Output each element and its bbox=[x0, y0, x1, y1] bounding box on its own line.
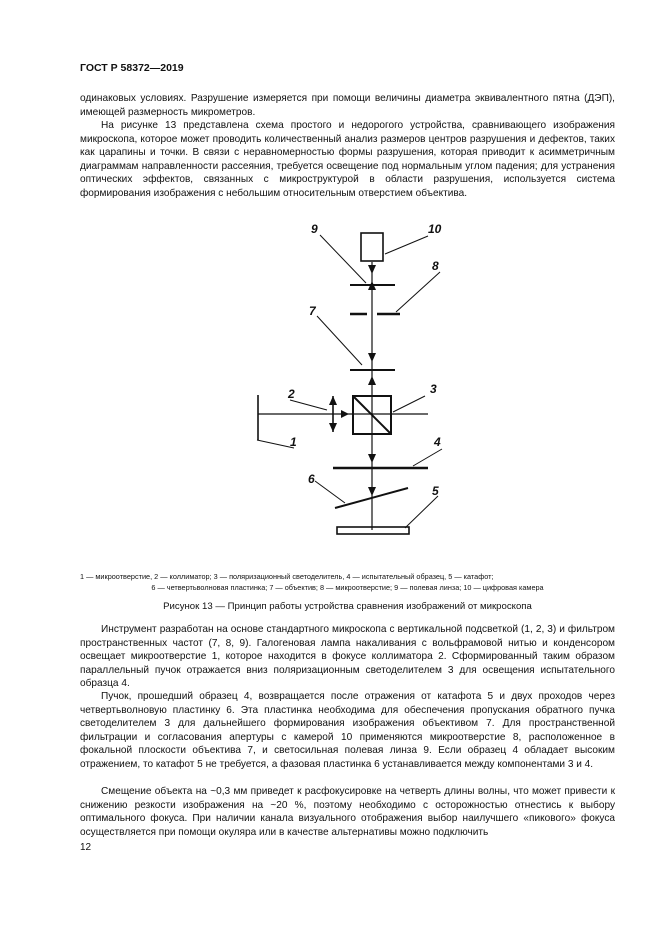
figure-label-7: 7 bbox=[309, 304, 316, 318]
figure-label-10: 10 bbox=[428, 222, 442, 236]
paragraph-figure-intro: На рисунке 13 представлена схема простого и недорогого устройства, сравнивающего изображения микроскопа, которое может проводить количественный анализ размеров центров разрушения и дефектов, таких как царапины и точки. В связи с неравномерностью формы разрушения, которая приводит к асимметричным диаграммам направленности рассеяния, требуется освещение под нормальным углом падения; для устранения оптических эффектов, связанных с микроструктурой в области разрушения, используется система формирования изображения с небольшим относительным отверстием объектива. bbox=[80, 120, 615, 199]
leader-3 bbox=[393, 396, 425, 412]
figure-legend bbox=[80, 571, 615, 593]
digital-camera-box bbox=[361, 233, 383, 261]
leader-10 bbox=[385, 236, 428, 254]
leader-8 bbox=[396, 272, 440, 312]
page-number: 12 bbox=[80, 842, 92, 853]
document-header: ГОСТ Р 58372—2019 bbox=[80, 62, 184, 74]
figure-label-3: 3 bbox=[430, 382, 437, 396]
paragraph-defocus: Смещение объекта на ~0,3 мм приведет к расфокусировке на четверть длины волны, что может привести к снижению резкости изображения на ~20 %, поэтому необходимо с осторожностью отнестись к выбору оптимального фокуса. При наличии канала визуального отображения выбор наилучшего «пикового» фокуса осуществляется при помощи окуляра или в качестве альтернативы можно подключить bbox=[80, 786, 615, 838]
arrow-down-sample bbox=[368, 454, 376, 463]
figure-caption: Рисунок 13 — Принцип работы устройства сравнения изображений от микроскопа bbox=[163, 601, 532, 612]
paragraph-continuation: одинаковых условиях. Разрушение измеряется при помощи величины диаметра эквивалентного пятна (ДЭП), имеющей размерность микрометров. bbox=[80, 93, 615, 118]
leader-2 bbox=[290, 400, 327, 410]
leader-9 bbox=[320, 235, 366, 283]
leader-7 bbox=[317, 316, 362, 365]
legend-line-2: 6 — четвертьволновая пластинка; 7 — объектив; 8 — микроотверстие; 9 — полевая линза; 10 — цифровая камера bbox=[151, 583, 544, 592]
figure-label-1: 1 bbox=[290, 435, 297, 449]
figure-label-5: 5 bbox=[432, 484, 439, 498]
retroreflector bbox=[337, 527, 409, 534]
leader-4 bbox=[413, 449, 442, 466]
figure-label-9: 9 bbox=[311, 222, 318, 236]
arrow-up-collimator bbox=[329, 396, 337, 405]
arrow-down-collimator bbox=[329, 423, 337, 432]
figure-label-8: 8 bbox=[432, 259, 439, 273]
paragraph-beam-path: Пучок, прошедший образец 4, возвращается после отражения от катафота 5 и двух проходов через четвертьволновую пластинку 6. Эта пластинка необходима для обеспечения пропускания обратного пучка светоделителем 3 для дальнейшего формирования изображения объективом 7. Для пространственной фильтрации и согласования апертуры с камерой 10 применяются микроотверстие 8, расположенное в фокальной плоскости объектива 7, и светосильная полевая линза 9. Если образец 4 обладает высоким отражением, то катафот 5 не требуется, а фазовая пластинка 6 устанавливается между компонентами 3 и 4. bbox=[80, 691, 615, 770]
figure-label-2: 2 bbox=[288, 387, 295, 401]
arrow-into-splitter bbox=[341, 410, 349, 418]
legend-line-1: 1 — микроотверстие, 2 — коллиматор; 3 — поляризационный светоделитель, 4 — испытательный образец, 5 — катафот; bbox=[80, 572, 494, 581]
leader-6 bbox=[315, 481, 345, 503]
figure-label-4: 4 bbox=[434, 435, 441, 449]
arrow-up-objective bbox=[368, 353, 376, 362]
arrow-up-camera bbox=[368, 265, 376, 274]
leader-5 bbox=[405, 496, 438, 528]
paragraph-instrument: Инструмент разработан на основе стандартного микроскопа с вертикальной подсветкой (1, 2, 3) и фильтром пространственных частот (7, 8, 9). Галогеновая лампа накаливания с вольфрамовой нитью и конденсором освещает микроотверстие 1, которое находится в фокусе коллиматора 2. Сформированный таким образом параллельный пучок отражается вниз поляризационным светоделителем 3 для освещения испытательного образца 4. bbox=[80, 624, 615, 690]
figure-label-6: 6 bbox=[308, 472, 315, 486]
arrow-down-plate bbox=[368, 487, 376, 496]
arrow-down-objective bbox=[368, 376, 376, 385]
leader-1 bbox=[257, 440, 294, 448]
